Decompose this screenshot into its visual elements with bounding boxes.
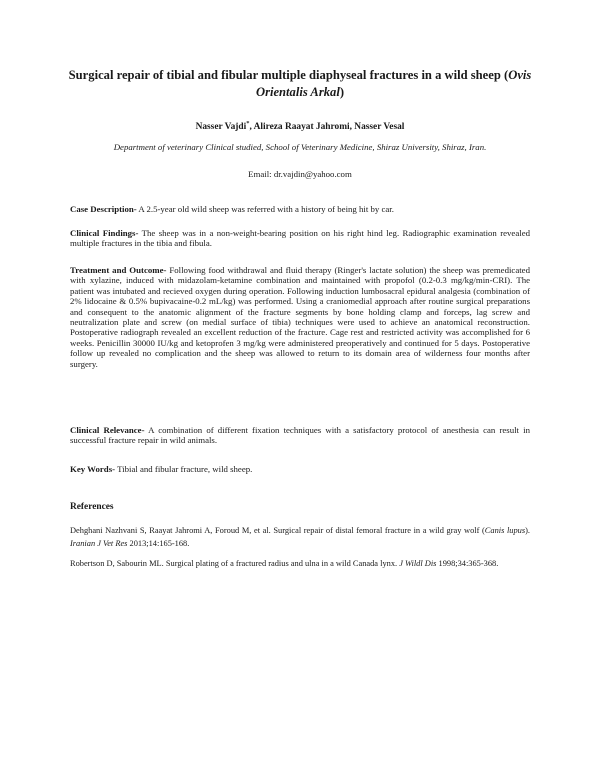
section-clinical-relevance — [70, 425, 530, 446]
title-species: Ovis Orientalis Arkal — [255, 68, 532, 99]
reference-journal: Iranian J Vet Res — [70, 539, 128, 548]
references-heading: References — [70, 502, 114, 512]
author-rest: , Alireza Raayat Jahromi, Nasser Vesal — [249, 122, 405, 133]
reference-text: ). — [525, 526, 530, 535]
title-main: Surgical repair of tibial and fibular multiple diaphyseal fractures in a wild sheep ( — [68, 68, 509, 82]
section-clinical-findings — [70, 228, 530, 249]
section-heading: Clinical Findings- — [70, 228, 139, 238]
reference-journal: J Wildl Dis — [399, 559, 437, 568]
section-text: The sheep was in a non-weight-bearing position on his right hind leg. Radiographic examination revealed multiple fractures in the tibia and fibula. — [70, 228, 530, 249]
reference-species: Canis lupus — [484, 526, 526, 535]
reference-item — [70, 524, 530, 550]
contact-email: Email: dr.vajdin@yahoo.com — [248, 169, 352, 179]
section-heading: Case Description- — [70, 204, 137, 214]
reference-item — [70, 557, 530, 570]
title-close: ) — [339, 84, 345, 99]
author-list — [0, 118, 600, 133]
reference-text: Dehghani Nazhvani S, Raayat Jahromi A, Foroud M, et al. Surgical repair of distal femoral fracture in a wild gray wolf ( — [70, 526, 485, 535]
corresponding-marker: * — [246, 120, 250, 127]
paper-title — [60, 67, 540, 100]
section-heading: Treatment and Outcome- — [70, 265, 167, 275]
section-treatment-outcome — [70, 265, 530, 369]
reference-citation: 2013;14:165-168. — [127, 539, 190, 548]
section-case-description — [70, 204, 530, 214]
affiliation: Department of veterinary Clinical studied, School of Veterinary Medicine, Shiraz University, Shiraz, Iran. — [113, 142, 487, 152]
section-heading: Clinical Relevance- — [70, 425, 145, 435]
section-text: Following food withdrawal and fluid therapy (Ringer's lactate solution) the sheep was premedicated with xylazine, induced with midazolam-ketamine combination and maintained with propofol (0.2-0.3 mg/kg/min-CRI). The patient was intubated and recieved oxygen during operation. Following induction lumbosacral epidural analgesia (combination of 2% lidocaine & 0.5% bupivacaine-0.2 mL/kg) was performed. Using a craniomedial approach after routine surgical preparations and consequent to the anatomic alignment of the fracture segments by bone holding clamp and forceps, lag screw and neutralization plate and screw (on medial surface of tibia) techniques were used to achieve an anatomical reconstruction. Postoperative radiograph revealed an excellent reduction of the fracture. Cage rest and restricted activity was accomplished for 6 weeks. Penicillin 30000 IU/kg and ketoprofen 3 mg/kg were administered preoperatively and continued for 5 days. Postoperative follow up revealed no complication and the sheep was allowed to return to its domain area of wilderness four months after surgery. — [70, 265, 530, 369]
reference-citation: 1998;34:365-368. — [436, 559, 499, 568]
section-text: Tibial and fibular fracture, wild sheep. — [115, 464, 253, 474]
section-text: A combination of different fixation techniques with a satisfactory protocol of anesthesia can result in successful fracture repair in wild animals. — [70, 425, 530, 446]
section-heading: Key Words- — [70, 464, 116, 474]
section-key-words — [70, 464, 530, 474]
section-text: A 2.5-year old wild sheep was referred with a history of being hit by car. — [136, 204, 394, 214]
author-first: Nasser Vajdi — [195, 122, 247, 133]
reference-text: Robertson D, Sabourin ML. Surgical plating of a fractured radius and ulna in a wild Canada lynx. — [70, 559, 400, 568]
